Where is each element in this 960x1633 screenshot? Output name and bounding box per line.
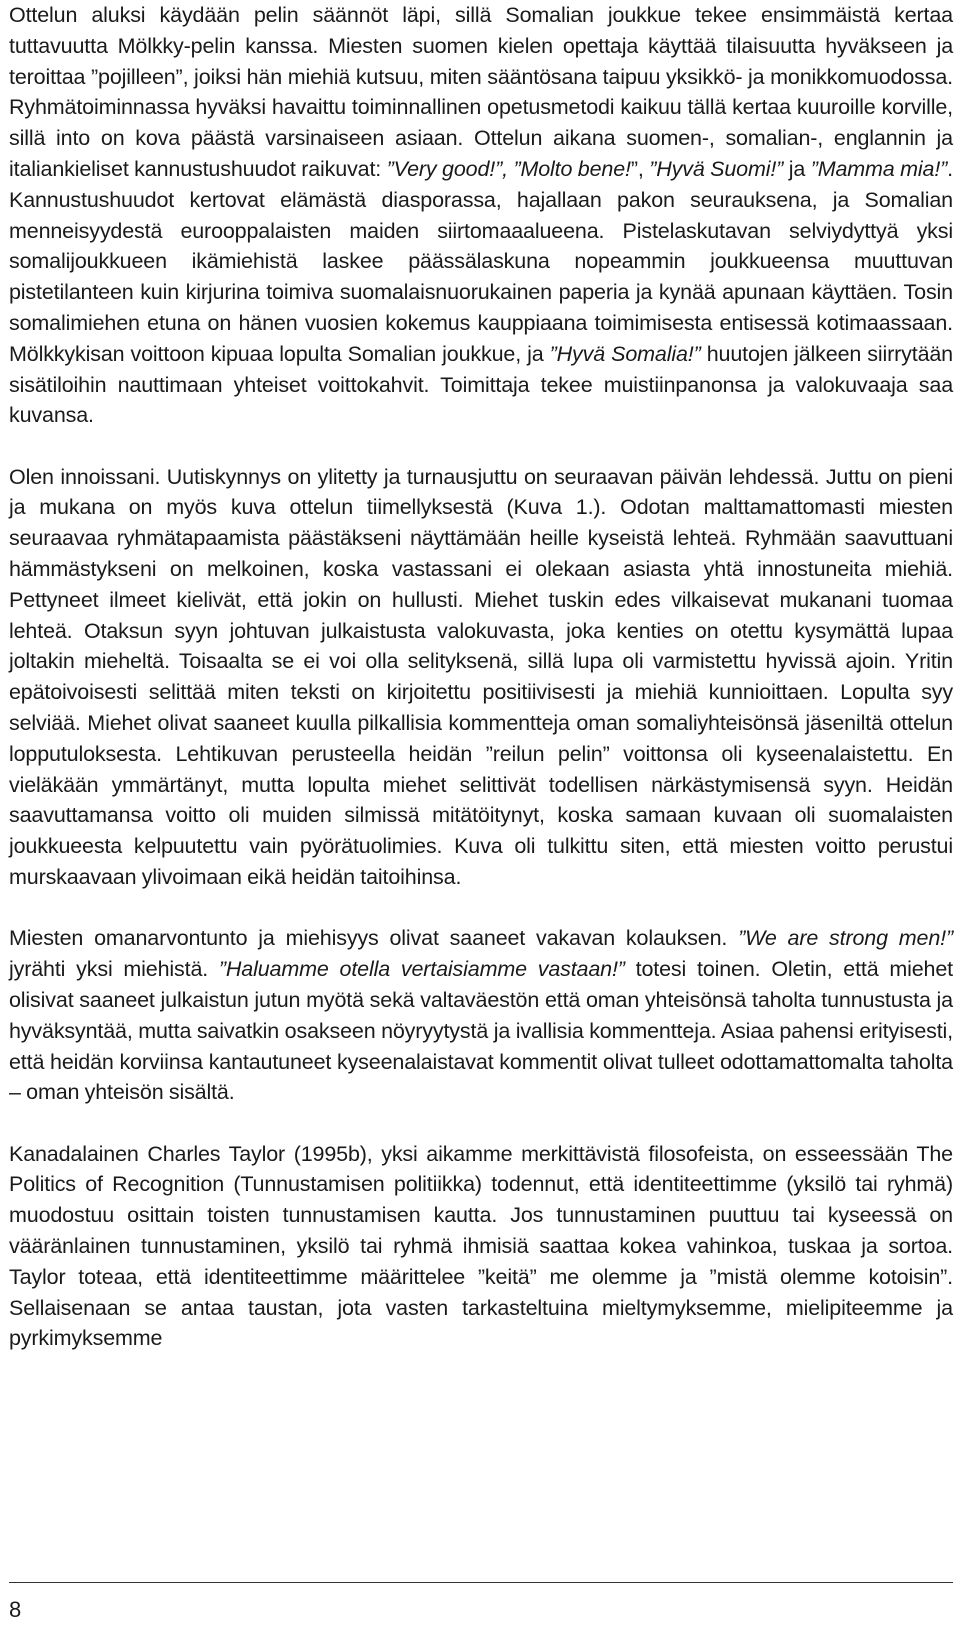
page-number: 8 (9, 1597, 22, 1622)
paragraph-2 (9, 462, 953, 893)
text-run: huutojen jälkeen siirrytään sisätiloihin nauttimaan yhteiset voittokahvit. Toimittaja tekee muistiinpanonsa ja valokuvaaja saa kuvansa. (9, 341, 953, 428)
text-run: Miesten omanarvontunto ja miehisyys olivat saaneet vakavan kolauksen. (9, 926, 739, 951)
document-body (9, 0, 953, 1354)
italic-text-run: ”Hyvä Suomi!” (649, 156, 784, 181)
footer-rule (9, 1582, 953, 1583)
text-run: . Kannustushuudot kertovat elämästä diasporassa, hajallaan pakon seurauksena, ja Somalian menneisyydestä eurooppalaisten maiden siirtomaaalueena. Pistelaskutavan selviydyttyä yksi somalijoukkueen ikämiehistä laskee päässälaskuna nopeammin joukkueensa muuttuvan pistetilanteen kuin kirjurina toimiva suomalaisnuorukainen paperia ja kynää apunaan käyttäen. Tosin somalimiehen etuna on hänen vuosien kokemus kauppiaana toimimisesta entisessä kotimaassaan. Mölkkykisan voittoon kipuaa lopulta Somalian joukkue, ja (9, 156, 953, 366)
text-run: jyrähti yksi miehistä. (9, 957, 219, 982)
text-run: ”, (630, 156, 650, 181)
italic-text-run: ”Haluamme otella vertaisiamme vastaan!” (218, 957, 625, 982)
text-run: ja (783, 156, 811, 181)
text-run: Kanadalainen Charles Taylor (1995b), yksi aikamme merkittävistä filosofeista, on esseessään The Politics of Recognition (Tunnustamisen politiikka) todennut, että identiteettimme (yksilö tai ryhmä) muodostuu osittain toisten tunnustamisen kautta. Jos tunnustaminen puuttuu tai kyseessä on vääränlainen tunnustaminen, yksilö tai ryhmä ihmisiä saattaa kokea vahinkoa, tuskaa ja sortoa. Taylor toteaa, että identiteettimme määrittelee ”keitä” me olemme ja ”mistä olemme kotoisin”. Sellaisenaan se antaa taustan, jota vasten tarkasteltuina mieltymyksemme, mielipiteemme ja pyrkimyksemme (9, 1141, 953, 1351)
italic-text-run: ”We are strong men!” (738, 926, 953, 951)
paragraph-4 (9, 1139, 953, 1355)
paragraph-3 (9, 923, 953, 1108)
paragraph-1 (9, 0, 953, 431)
text-run: Olen innoissani. Uutiskynnys on ylitetty ja turnausjuttu on seuraavan päivän lehdessä. Juttu on pieni ja mukana on myös kuva ottelun tiimellyksestä (Kuva 1.). Odotan malttamattomasti miesten seuraavaa ryhmätapaamista päästäkseni näyttämään heille kyseistä lehteä. Ryhmään saavuttuani hämmästykseni on melkoinen, koska vastassani ei olekaan asiasta yhtä innostuneita miehiä. Pettyneet ilmeet kielivät, että jokin on hullusti. Miehet tuskin edes vilkaisevat mukanani tuomaa lehteä. Otaksun syyn johtuvan julkaistusta valokuvasta, joka kenties on otettu kysymättä lupaa joltakin mieheltä. Toisaalta se ei voi olla selityksenä, sillä lupa oli varmistettu hyvissä ajoin. Yritin epätoivoisesti selittää miten teksti on kirjoitettu positiivisesti ja miehiä kunnioittaen. Lopulta syy selviää. Miehet olivat saaneet kuulla pilkallisia kommentteja oman somaliyhteisönsä jäseniltä ottelun lopputuloksesta. Lehtikuvan perusteella heidän ”reilun pelin” voittonsa oli kyseenalaistettu. En vieläkään ymmärtänyt, mutta lopulta miehet selittivät todellisen närkästymisensä syyn. Heidän saavuttamansa voitto oli muiden silmissä mitätöitynyt, koska samaan kuvaan oli suomalaisten joukkueesta kelpuutettu vain pyörätuolimies. Kuva oli tulkittu siten, että miesten voitto perustui murskaavaan ylivoimaan eikä heidän taitoihinsa. (9, 464, 953, 890)
italic-text-run: ”Mamma mia!” (810, 156, 948, 181)
italic-text-run: ”Hyvä Somalia!” (549, 341, 701, 366)
italic-text-run: ”Very good!”, ”Molto bene! (386, 156, 631, 181)
text-run: Ottelun aluksi käydään pelin säännöt läpi, sillä Somalian joukkue tekee ensimmäistä kertaa tuttavuutta Mölkky-pelin kanssa. Miesten suomen kielen opettaja käyttää tilaisuutta hyväkseen ja teroittaa ”pojilleen”, joiksi hän miehiä kutsuu, miten sääntösana taipuu yksikkö- ja monikkomuodossa. Ryhmätoiminnassa hyväksi havaittu toiminnallinen opetusmetodi kaikuu tällä kertaa kuuroille korville, sillä into on kova päästä varsinaiseen asiaan. Ottelun aikana suomen-, somalian-, englannin ja italiankieliset kannustushuudot raikuvat: (9, 3, 953, 181)
text-run: totesi toinen. Oletin, että miehet olisivat saaneet julkaistun jutun myötä sekä valtaväestön että oman yhteisönsä taholta tunnustusta ja hyväksyntää, mutta saivatkin osakseen nöyryytystä ja ivallisia kommentteja. Asiaa pahensi erityisesti, että heidän korviinsa kantautuneet kyseenalaistavat kommentit olivat tulleet odottamattomalta taholta – oman yhteisön sisältä. (9, 957, 953, 1105)
